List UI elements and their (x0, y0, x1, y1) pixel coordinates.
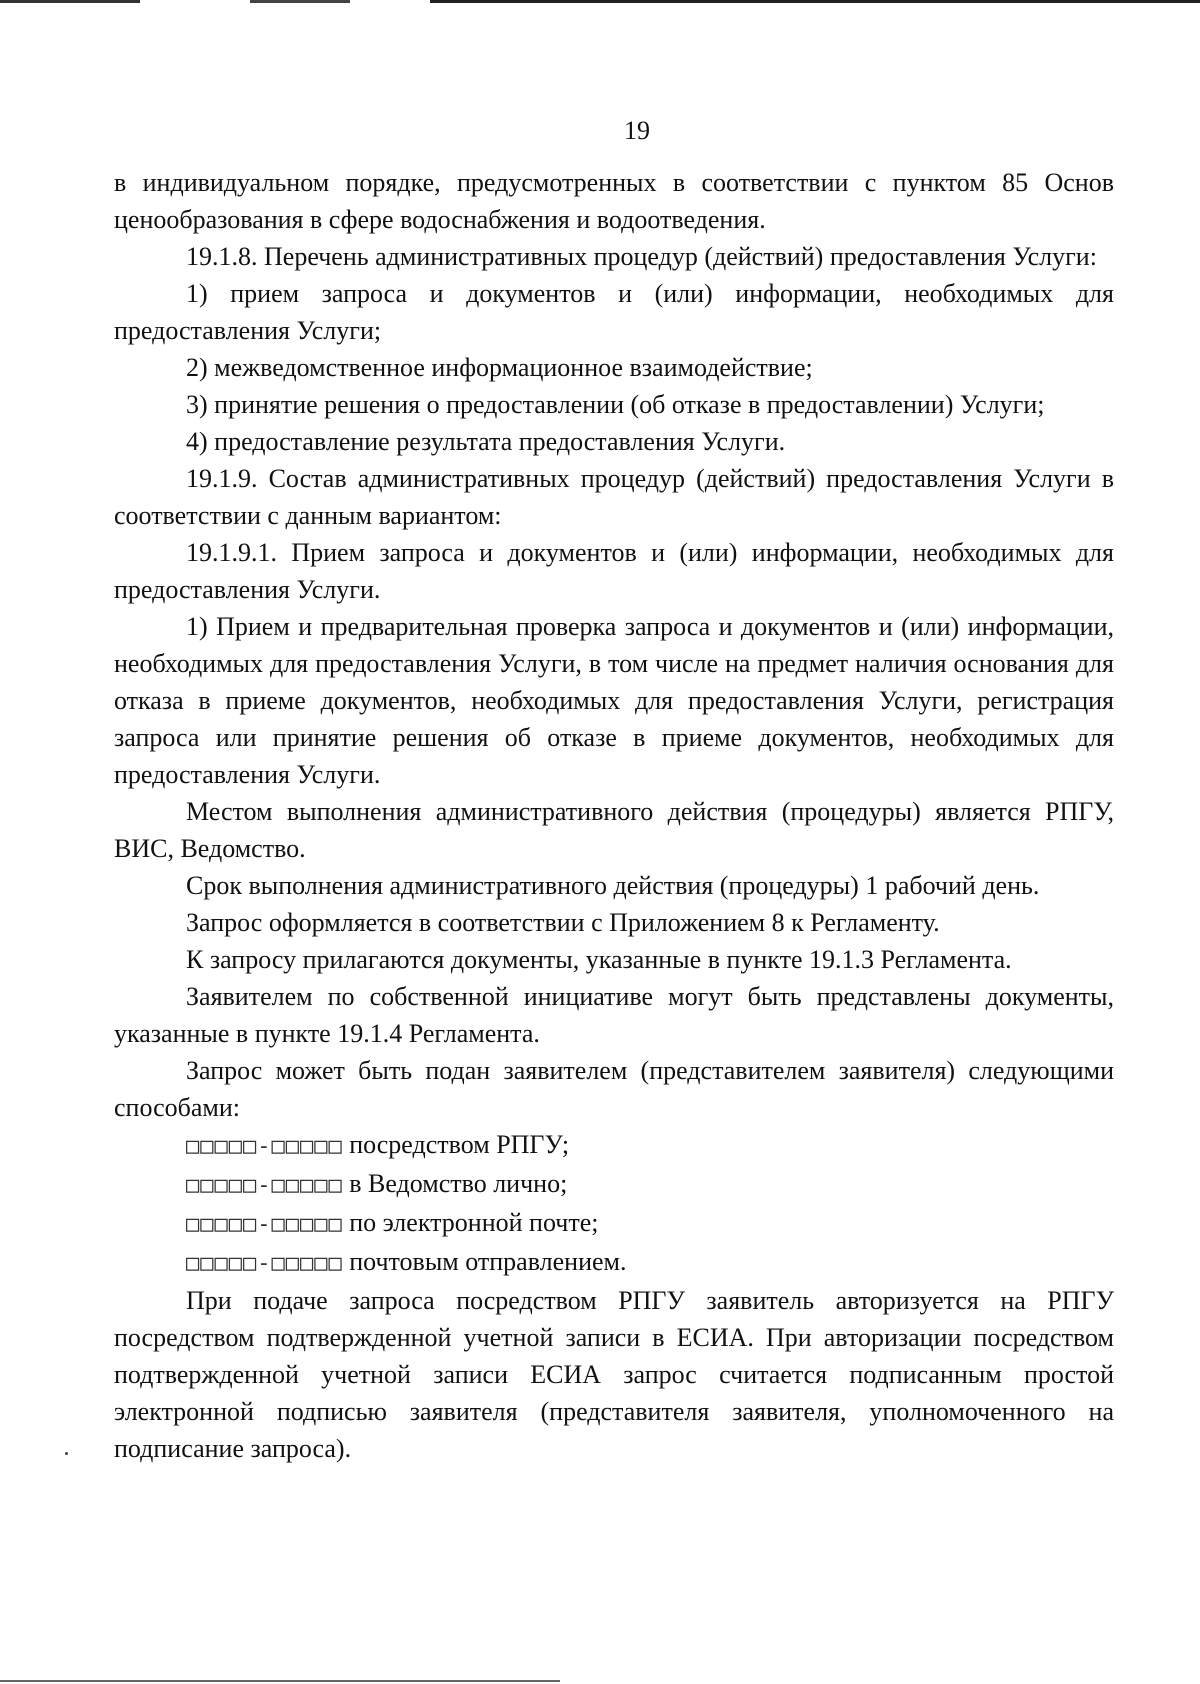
document-page (114, 110, 1114, 1467)
paragraph-place: Местом выполнения административного действия (процедуры) является РПГУ, ВИС, Ведомство. (114, 797, 1114, 863)
paragraph-submission-ways: Запрос может быть подан заявителем (представителем заявителя) следующими способами: (114, 1056, 1114, 1122)
scan-edge-bottom (0, 1680, 560, 1682)
method-marker: □□□□□-□□□□□ (186, 1212, 343, 1237)
paragraph-request-form: Запрос оформляется в соответствии с Приложением 8 к Регламенту. (186, 908, 940, 937)
page-number: 19 (624, 116, 650, 145)
list-item-4: 4) предоставление результата предоставления Услуги. (186, 427, 786, 456)
paragraph-authorization: При подаче запроса посредством РПГУ заявитель авторизуется на РПГУ посредством подтвержденной учетной записи в ЕСИА. При авторизации посредством подтвержденной учетной записи ЕСИА запрос считается подписанным простой электронной подписью заявителя (представителя заявителя, уполномоченного на подписание запроса). (114, 1286, 1114, 1463)
scan-edge-top (0, 0, 1200, 3)
paragraph-term: Срок выполнения административного действия (процедуры) 1 рабочий день. (186, 871, 1040, 900)
method-item (114, 1204, 1114, 1243)
method-text: по электронной почте; (349, 1208, 599, 1237)
method-marker: □□□□□-□□□□□ (186, 1134, 343, 1159)
paragraph-attachments: К запросу прилагаются документы, указанные в пункте 19.1.3 Регламента. (186, 945, 1012, 974)
list-item-2: 2) межведомственное информационное взаимодействие; (186, 353, 813, 382)
list-item-1: 1) прием запроса и документов и (или) информации, необходимых для предоставления Услуги; (114, 279, 1114, 345)
list-item-3: 3) принятие решения о предоставлении (об отказе в предоставлении) Услуги; (186, 390, 1045, 419)
method-item (114, 1243, 1114, 1282)
paragraph-step-1: 1) Прием и предварительная проверка запроса и документов и (или) информации, необходимых для предоставления Услуги, в том числе на предмет наличия основания для отказа в приеме документов, необходимых для предоставления Услуги, регистрация запроса или принятие решения об отказе в приеме документов, необходимых для предоставления Услуги. (114, 612, 1114, 789)
method-text: в Ведомство лично; (349, 1169, 568, 1198)
paragraph-own-initiative: Заявителем по собственной инициативе могут быть представлены документы, указанные в пункте 19.1.4 Регламента. (114, 982, 1114, 1048)
paragraph-19-1-8: 19.1.8. Перечень административных процедур (действий) предоставления Услуги: (186, 242, 1097, 271)
paragraph-19-1-9: 19.1.9. Состав административных процедур (действий) предоставления Услуги в соответствии с данным вариантом: (114, 464, 1114, 530)
method-text: посредством РПГУ; (349, 1130, 570, 1159)
paragraph-continuation: в индивидуальном порядке, предусмотренных в соответствии с пунктом 85 Основ ценообразования в сфере водоснабжения и водоотведения. (114, 168, 1114, 234)
method-text: почтовым отправлением. (349, 1247, 627, 1276)
method-marker: □□□□□-□□□□□ (186, 1173, 343, 1198)
method-item (114, 1126, 1114, 1165)
scan-speck (65, 1452, 68, 1455)
method-item (114, 1165, 1114, 1204)
method-marker: □□□□□-□□□□□ (186, 1251, 343, 1276)
paragraph-19-1-9-1: 19.1.9.1. Прием запроса и документов и (или) информации, необходимых для предоставления Услуги. (114, 538, 1114, 604)
